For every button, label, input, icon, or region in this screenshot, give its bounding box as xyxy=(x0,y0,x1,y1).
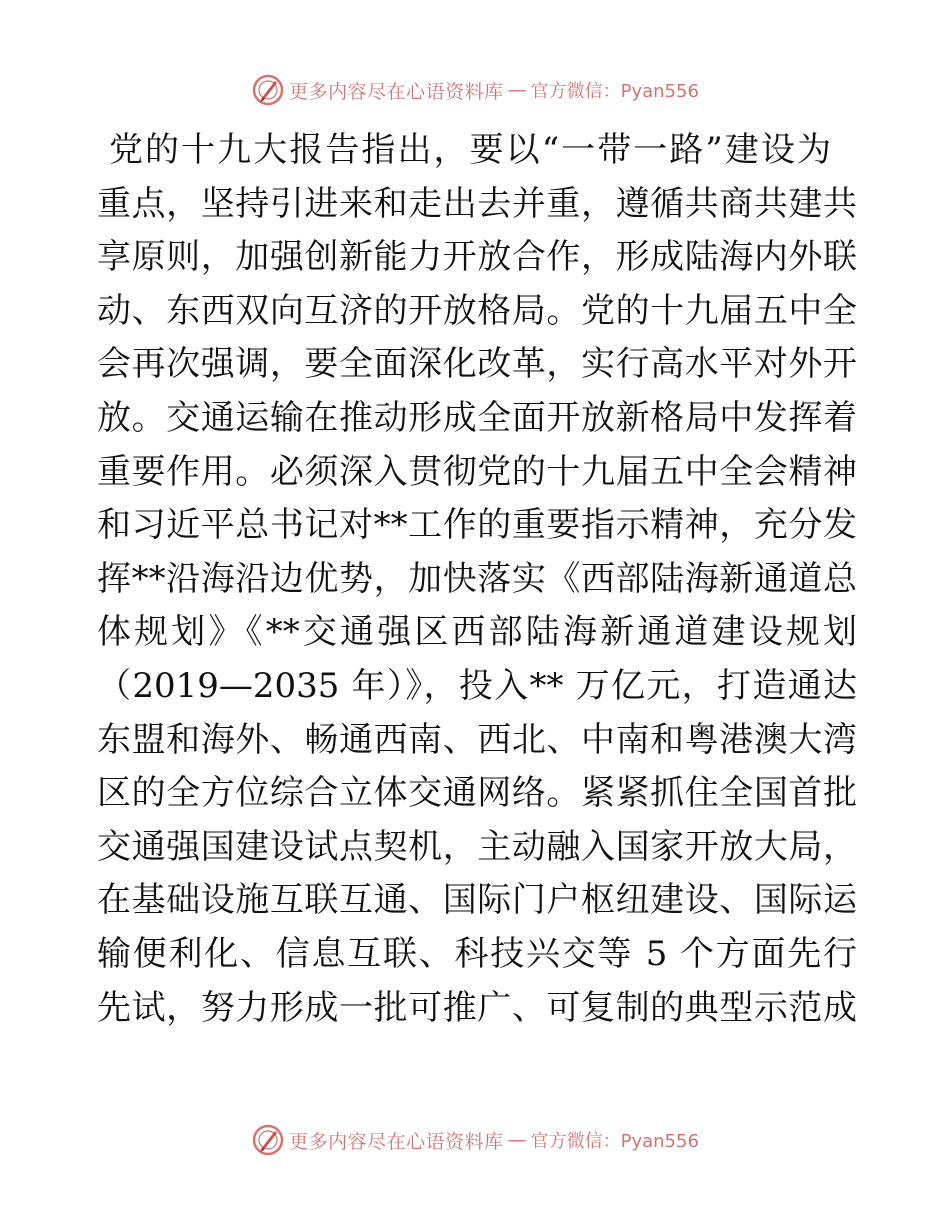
header-banner-text: 更多内容尽在心语资料库 xyxy=(289,80,504,103)
header-banner-separator: — xyxy=(507,79,527,101)
text-line: （2019—2035 年）》，投入** 万亿元，打造通达 xyxy=(97,665,857,706)
header-banner-wechat: 官方微信：Pyan556 xyxy=(530,81,699,102)
quill-pen-logo-icon xyxy=(251,73,285,107)
article-body xyxy=(97,124,857,1035)
text-line: 和习近平总书记对**工作的重要指示精神，充分发 xyxy=(97,505,857,546)
footer-banner-text: 更多内容尽在心语资料库 xyxy=(289,1130,504,1153)
header-banner xyxy=(0,72,950,108)
text-line: 交通强国建设试点契机，主动融入国家开放大局， xyxy=(97,826,857,867)
quill-pen-logo-icon xyxy=(251,1123,285,1157)
text-line: 重点，坚持引进来和走出去并重，遵循共商共建共 xyxy=(97,183,857,224)
text-line: 享原则，加强创新能力开放合作，形成陆海内外联 xyxy=(97,237,857,278)
text-line: 党的十九大报告指出，要以“一带一路”建设为 xyxy=(109,130,831,170)
text-line: 挥**沿海沿边优势，加快落实《西部陆海新通道总 xyxy=(97,558,857,599)
text-line: 在基础设施互联互通、国际门户枢纽建设、国际运 xyxy=(97,880,857,921)
text-line: 区的全方位综合立体交通网络。紧紧抓住全国首批 xyxy=(97,773,857,814)
footer-banner-separator: — xyxy=(507,1129,527,1151)
text-line: 体规划》《**交通强区西部陆海新通道建设规划 xyxy=(97,612,857,653)
footer-banner xyxy=(0,1122,950,1158)
text-line: 先试，努力形成一批可推广、可复制的典型示范成 xyxy=(97,987,857,1028)
text-line: 东盟和海外、畅通西南、西北、中南和粤港澳大湾 xyxy=(97,719,857,760)
text-line: 重要作用。必须深入贯彻党的十九届五中全会精神 xyxy=(97,451,857,492)
text-line: 输便利化、信息互联、科技兴交等 5 个方面先行 xyxy=(97,933,857,974)
text-line: 动、东西双向互济的开放格局。党的十九届五中全 xyxy=(97,290,857,331)
footer-banner-wechat: 官方微信：Pyan556 xyxy=(530,1131,699,1152)
text-line: 放。交通运输在推动形成全面开放新格局中发挥着 xyxy=(97,397,857,438)
text-line: 会再次强调，要全面深化改革，实行高水平对外开 xyxy=(97,344,857,385)
